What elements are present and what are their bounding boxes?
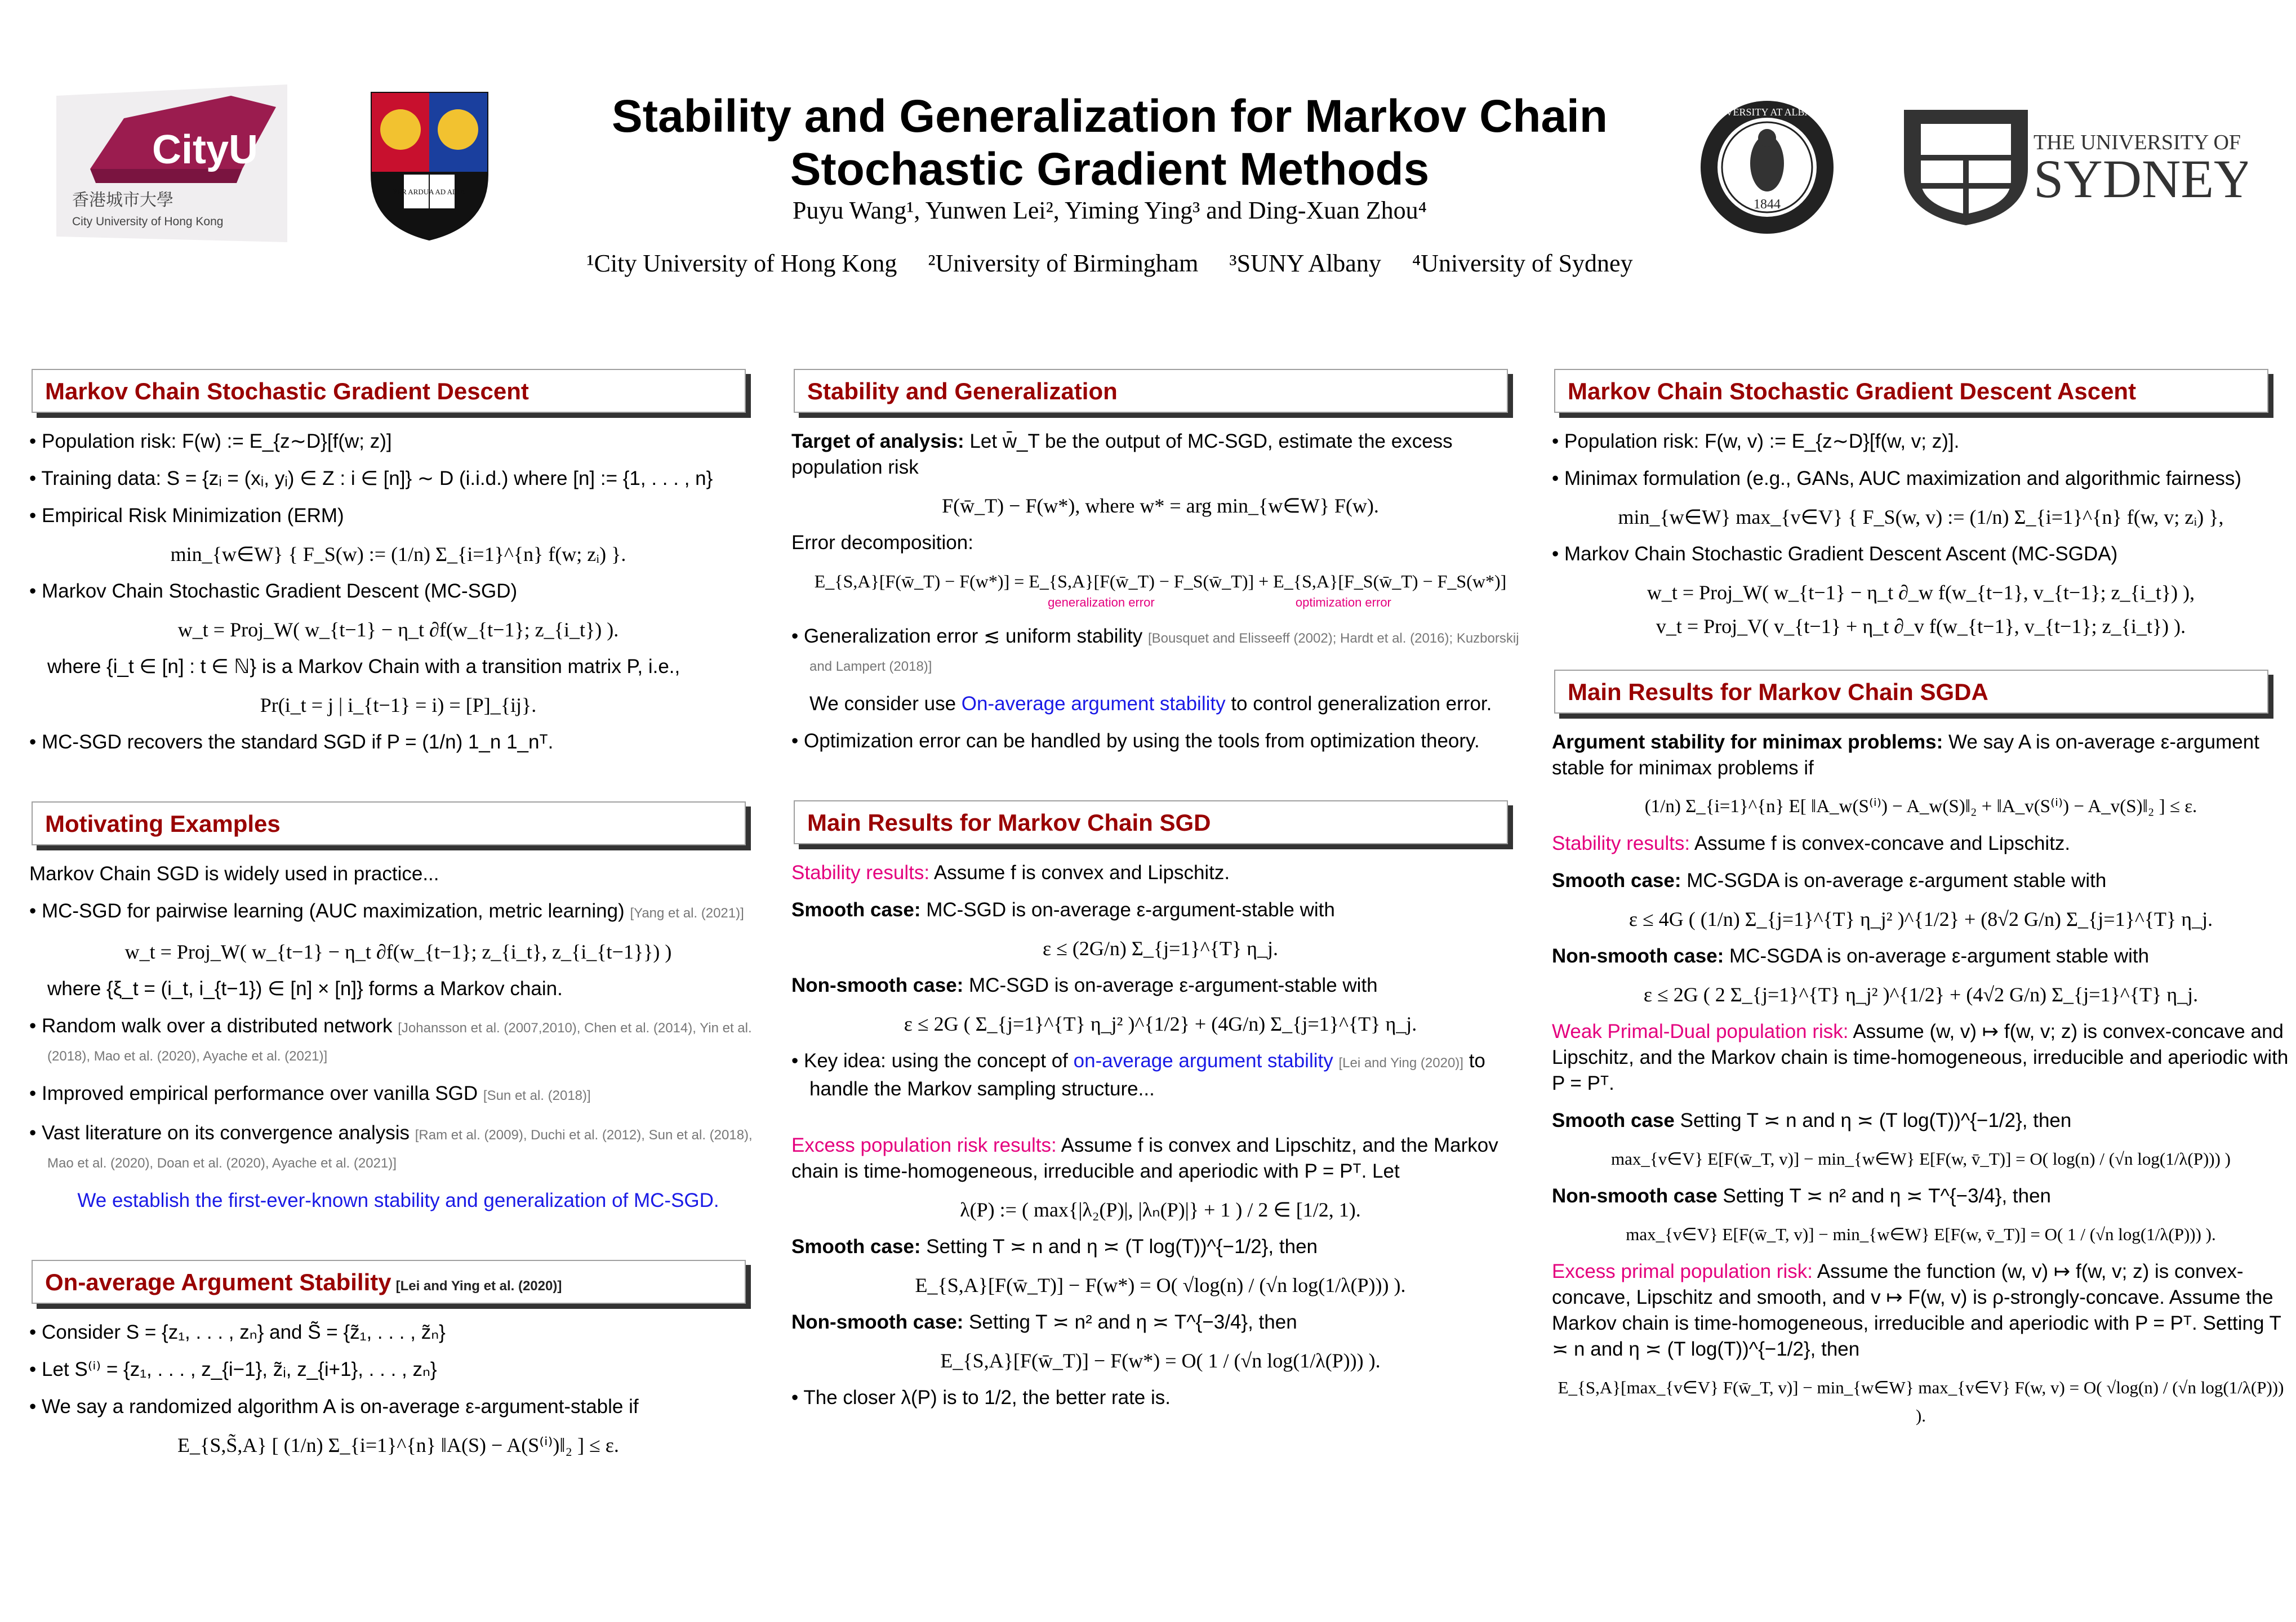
- weak-text: Assume (w, v) ↦ f(w, v; z) is convex-concave and Lipschitz, and the Markov chain is time-homogeneous, irreducible and aperiodic with P = Pᵀ.: [1552, 1021, 2289, 1094]
- minimax-nonsmooth-line: [1552, 943, 2290, 969]
- stab-label: Stability results:: [1552, 832, 1690, 854]
- smooth-text: MC-SGDA is on-average ε-argument stable with: [1687, 870, 2107, 892]
- albany-ring-text: UNIVERSITY AT ALBANY: [1707, 106, 1827, 118]
- section-title: Main Results for Markov Chain SGD: [807, 809, 1211, 836]
- birmingham-crest: [369, 90, 490, 242]
- mcsgd-bullet: • Markov Chain Stochastic Gradient Descent (MC-SGD): [29, 580, 518, 602]
- arg-label: Argument stability for minimax problems:: [1552, 731, 1943, 753]
- weak-pd-risk: [1552, 1019, 2290, 1097]
- nonsmooth-case-line: [791, 973, 1529, 999]
- nonsmooth-text: MC-SGD is on-average ε-argument-stable with: [969, 974, 1378, 996]
- smooth2-text: Setting T ≍ n and η ≍ (T log(T))^{−1/2}, then: [1680, 1109, 2072, 1131]
- smooth-label: Smooth case:: [791, 899, 921, 921]
- cityu-logo-graphic: [56, 84, 287, 242]
- smooth2-label: Smooth case:: [791, 1236, 921, 1258]
- poster-title: [552, 90, 1667, 196]
- smooth-case-line: [791, 897, 1529, 923]
- weak-nonsmooth-line: [1552, 1183, 2290, 1209]
- albany-seal: [1698, 99, 1836, 237]
- nonsmooth2-text: Setting T ≍ n² and η ≍ T^{−3/4}, then: [969, 1311, 1297, 1333]
- target-label: Target of analysis:: [791, 430, 964, 452]
- section-title: Motivating Examples: [45, 810, 281, 837]
- motivating-intro: Markov Chain SGD is widely used in practice...: [29, 863, 439, 885]
- nonsmooth-label: Non-smooth case:: [1552, 945, 1724, 967]
- affiliation-1: ¹City University of Hong Kong: [586, 249, 897, 277]
- section-title: Main Results for Markov Chain SGDA: [1568, 679, 1988, 705]
- weak-label: Weak Primal-Dual population risk:: [1552, 1021, 1849, 1042]
- decomposition-label: Error decomposition:: [791, 532, 973, 554]
- key-post: to handle the Markov sampling structure...: [809, 1050, 1485, 1100]
- citation: [Lei and Ying (2020)]: [1338, 1055, 1463, 1071]
- lambda-definition: λ(P) := ( max{|λ₂(P)|, |λₙ(P)|} + 1 ) / 2 ∈ [1/2, 1).: [960, 1198, 1361, 1221]
- mcsgda-w-update: w_t = Proj_W( w_{t−1} − η_t ∂_w f(w_{t−1}, v_{t−1}; z_{i_t}) ),: [1647, 581, 2195, 604]
- mcsgda-bullet: • Markov Chain Stochastic Gradient Descent Ascent (MC-SGDA): [1552, 543, 2118, 565]
- nonsmooth-case-2-line: [791, 1309, 1529, 1335]
- stability-results-label: Stability results:: [791, 862, 930, 884]
- nonsmooth-excess-rate: E_{S,A}[F(w̄_T)] − F(w*) = O( 1 / (√n log(1/λ(P))) ).: [940, 1349, 1381, 1372]
- minimax-population-risk: • Population risk: F(w, v) := E_{z∼D}[f(w, v; z)].: [1552, 430, 1960, 452]
- column-2: [791, 369, 1529, 1422]
- empirical-bullet: [29, 1081, 767, 1109]
- affiliation-2: ²University of Birmingham: [928, 249, 1199, 277]
- arg-text: We say A is on-average ε-argument stable for minimax problems if: [1552, 731, 2259, 779]
- erm-bullet: • Empirical Risk Minimization (ERM): [29, 505, 344, 527]
- smooth2-text: Setting T ≍ n and η ≍ (T log(T))^{−1/2}, then: [926, 1236, 1318, 1258]
- erm-equation: min_{w∈W} { F_S(w) := (1/n) Σ_{i=1}^{n} f(w; zᵢ) }.: [170, 543, 626, 565]
- citation: [Ram et al. (2009), Duchi et al. (2012), Sun et al. (2018), Mao et al. (2020), Doan et al. (2020), Ayache et al. (2021)]: [47, 1128, 753, 1171]
- weak-smooth-line: [1552, 1108, 2290, 1134]
- bullet-text: • Generalization error ≲ uniform stability: [791, 625, 1143, 647]
- consider-statement: [791, 691, 1529, 717]
- smooth-stability-bound: ε ≤ (2G/n) Σ_{j=1}^{T} η_j.: [1043, 937, 1278, 960]
- sgd-recovery-bullet: • MC-SGD recovers the standard SGD if P = (1/n) 1_n 1_nᵀ.: [29, 731, 554, 753]
- generalization-error-note: generalization error: [1048, 595, 1155, 609]
- mcsgda-v-update: v_t = Proj_V( v_{t−1} + η_t ∂_v f(w_{t−1}, v_{t−1}; z_{i_t}) ).: [1656, 615, 2186, 638]
- bullet-text: • Improved empirical performance over vanilla SGD: [29, 1082, 478, 1104]
- section-header-mcsgd-results: [794, 800, 1508, 844]
- consider-pre: We consider use: [809, 693, 962, 715]
- affiliation-4: ⁴University of Sydney: [1412, 249, 1633, 277]
- decomposition-equation: E_{S,A}[F(w̄_T) − F(w*)] = E_{S,A}[F(w̄_T) − F_S(w̄_T)] + E_{S,A}[F_S(w̄_T) − F_S(w*)]: [814, 571, 1507, 591]
- closer-rate-bullet: • The closer λ(P) is to 1/2, the better rate is.: [791, 1387, 1171, 1409]
- section-header-mcsgda-results: [1554, 670, 2268, 714]
- excess-risk-equation: F(w̄_T) − F(w*), where w* = arg min_{w∈W} F(w).: [942, 494, 1379, 517]
- stability-results-line: [791, 860, 1529, 886]
- smooth-excess-rate: E_{S,A}[F(w̄_T)] − F(w*) = O( √log(n) / (√n log(1/λ(P))) ).: [915, 1274, 1406, 1296]
- stability-link-text: On-average argument stability: [961, 693, 1226, 715]
- title-line-2: Stochastic Gradient Methods: [790, 144, 1430, 195]
- section-header-motivating: [32, 801, 746, 845]
- literature-bullet: [29, 1120, 767, 1177]
- excess-text: Assume f is convex and Lipschitz, and the Markov chain is time-homogeneous, irreducible and aperiodic with P = Pᵀ. Let: [791, 1134, 1498, 1182]
- section-citation: [Lei and Ying et al. (2020)]: [395, 1278, 562, 1294]
- citation: [Johansson et al. (2007,2010), Chen et al. (2014), Yin et al. (2018), Mao et al. (2020), Ayache et al. (2021)]: [47, 1021, 752, 1064]
- minimax-stability-results: [1552, 831, 2290, 857]
- author-list: Puyu Wang¹, Yunwen Lei², Yiming Ying³ and Ding-Xuan Zhou⁴: [792, 197, 1427, 224]
- nonsmooth-text: MC-SGDA is on-average ε-argument stable with: [1729, 945, 2150, 967]
- opt-error-bullet: • Optimization error can be handled by using the tools from optimization theory.: [791, 730, 1480, 752]
- minimax-stability-equation: (1/n) Σ_{i=1}^{n} E[ ‖A_w(S⁽ⁱ⁾) − A_w(S)‖₂ + ‖A_v(S⁽ⁱ⁾) − A_v(S)‖₂ ] ≤ ε.: [1644, 796, 2197, 817]
- excess-primal-rate: E_{S,A}[max_{v∈V} F(w̄_T, v)] − min_{w∈W} max_{v∈V} F(w, v) = O( √log(n) / (√n log(1/λ(P))) ).: [1558, 1378, 2284, 1425]
- excess-label: Excess population risk results:: [791, 1134, 1057, 1156]
- nonsmooth2-label: Non-smooth case:: [791, 1311, 964, 1333]
- minimax-nonsmooth-bound: ε ≤ 2G ( 2 Σ_{j=1}^{T} η_j² )^{1/2} + (4√2 G/n) Σ_{j=1}^{T} η_j.: [1643, 983, 2199, 1006]
- excess-text: Assume the function (w, v) ↦ f(w, v; z) is convex-concave, Lipschitz and smooth, and v ↦ F(w, v) is ρ-strongly-concave. Assume the Markov chain is time-homogeneous, irreducible and aperiodic with P = Pᵀ. Setting T ≍ n and η ≍ (T log(T))^{−1/2}, then: [1552, 1260, 2281, 1360]
- key-pre: • Key idea: using the concept of: [791, 1050, 1074, 1072]
- excess-risk-results: [791, 1133, 1529, 1184]
- bullet-text: • Random walk over a distributed network: [29, 1015, 393, 1037]
- smooth-label: Smooth case:: [1552, 870, 1681, 892]
- albany-seal-graphic: [1698, 99, 1836, 237]
- gen-error-bullet: [791, 623, 1529, 680]
- training-data-bullet: • Training data: S = {zᵢ = (xᵢ, yᵢ) ∈ Z : i ∈ [n]} ∼ D (i.i.d.) where [n] := {1, . . . , n}: [29, 467, 713, 489]
- stability-def-equation: E_{S,S̃,A} [ (1/n) Σ_{i=1}^{n} ‖A(S) − A(S⁽ⁱ⁾)‖₂ ] ≤ ε.: [177, 1434, 619, 1456]
- key-link-text: on-average argument stability: [1073, 1050, 1333, 1072]
- sydney-line-2: SYDNEY: [2034, 149, 2248, 209]
- minimax-smooth-bound: ε ≤ 4G ( (1/n) Σ_{j=1}^{T} η_j² )^{1/2} + (8√2 G/n) Σ_{j=1}^{T} η_j.: [1628, 908, 2213, 930]
- smooth2-label: Smooth case: [1552, 1109, 1675, 1131]
- markov-chain-definition: where {i_t ∈ [n] : t ∈ ℕ} is a Markov Chain with a transition matrix P, i.e.,: [47, 656, 680, 678]
- random-walk-bullet: [29, 1013, 767, 1070]
- title-line-1: Stability and Generalization for Markov Chain: [612, 91, 1608, 142]
- target-of-analysis: [791, 429, 1529, 480]
- contribution-highlight: We establish the first-ever-known stability and generalization of MC-SGD.: [77, 1189, 719, 1211]
- smooth-case-2-line: [791, 1234, 1529, 1260]
- section-title: Markov Chain Stochastic Gradient Descent Ascent: [1568, 378, 2137, 404]
- affiliation-list: [394, 249, 1825, 278]
- nonsmooth-label: Non-smooth case:: [791, 974, 964, 996]
- citation: [Sun et al. (2018)]: [483, 1088, 591, 1103]
- cityu-english-name: City University of Hong Kong: [72, 215, 224, 228]
- pairwise-update-equation: w_t = Proj_W( w_{t−1} − η_t ∂f(w_{t−1}; z_{i_t}, z_{i_{t−1}}) ): [124, 941, 672, 963]
- key-idea-bullet: [791, 1048, 1529, 1102]
- nonsmooth-stability-bound: ε ≤ 2G ( Σ_{j=1}^{T} η_j² )^{1/2} + (4G/n) Σ_{j=1}^{T} η_j.: [904, 1013, 1417, 1035]
- cityu-chinese-name: 香港城市大學: [72, 190, 173, 210]
- minimax-smooth-line: [1552, 868, 2290, 894]
- albany-year: 1844: [1754, 197, 1781, 212]
- minimax-formulation-bullet: • Minimax formulation (e.g., GANs, AUC maximization and algorithmic fairness): [1552, 467, 2242, 489]
- consider-post: to control generalization error.: [1225, 693, 1492, 715]
- excess-primal-risk: [1552, 1259, 2290, 1362]
- crest-motto: PER ARDUA AD ALTA: [393, 188, 466, 196]
- minimax-stability-definition: [1552, 729, 2290, 781]
- stability-def-bullet: • We say a randomized algorithm A is on-average ε-argument-stable if: [29, 1396, 639, 1418]
- section-title: Markov Chain Stochastic Gradient Descent: [45, 378, 529, 404]
- section-header-stability-def: [32, 1260, 746, 1304]
- sydney-logo: [1898, 107, 2248, 228]
- cityu-logo: [56, 84, 287, 242]
- section-title: Stability and Generalization: [807, 378, 1118, 404]
- pairwise-markov-note: where {ξ_t = (i_t, i_{t−1}) ∈ [n] × [n]} forms a Markov chain.: [47, 978, 563, 1000]
- minimax-erm-equation: min_{w∈W} max_{v∈V} { F_S(w, v) := (1/n) Σ_{i=1}^{n} f(w, v; zᵢ) },: [1618, 506, 2224, 528]
- section-header-mcsgda: [1554, 369, 2268, 413]
- nonsmooth2-text: Setting T ≍ n² and η ≍ T^{−3/4}, then: [1723, 1185, 2052, 1207]
- stability-results-text: Assume f is convex and Lipschitz.: [933, 862, 1230, 884]
- pairwise-bullet: [29, 898, 767, 926]
- stab-text: Assume f is convex-concave and Lipschitz.: [1694, 832, 2071, 854]
- affiliation-3: ³SUNY Albany: [1229, 249, 1381, 277]
- column-3: [1552, 369, 2290, 1440]
- perturbed-set-bullet: • Let S⁽ⁱ⁾ = {z₁, . . . , z_{i−1}, z̃ᵢ, z_{i+1}, . . . , zₙ}: [29, 1358, 437, 1380]
- section-title: [45, 1269, 562, 1296]
- nonsmooth2-label: Non-smooth case: [1552, 1185, 1717, 1207]
- smooth-text: MC-SGD is on-average ε-argument-stable with: [926, 899, 1335, 921]
- decomposition-notes: [791, 595, 1529, 610]
- bullet-text: • Vast literature on its convergence analysis: [29, 1122, 410, 1144]
- cityu-logo-text: CityU: [152, 127, 259, 172]
- poster-header: [0, 0, 2296, 315]
- excess-label: Excess primal population risk:: [1552, 1260, 1813, 1282]
- section-header-mcsgd: [32, 369, 746, 413]
- bullet-text: • MC-SGD for pairwise learning (AUC maximization, metric learning): [29, 900, 625, 922]
- citation: [Yang et al. (2021)]: [630, 906, 744, 921]
- section-header-stab-gen: [794, 369, 1508, 413]
- crest-graphic: [369, 90, 490, 242]
- citation: [Bousquet and Elisseeff (2002); Hardt et al. (2016); Kuzborskij and Lampert (2018)]: [809, 631, 1519, 674]
- transition-equation: Pr(i_t = j | i_{t−1} = i) = [P]_{ij}.: [260, 694, 537, 716]
- sydney-line-1: THE UNIVERSITY OF: [2034, 131, 2241, 154]
- mcsgd-update-equation: w_t = Proj_W( w_{t−1} − η_t ∂f(w_{t−1}; z_{i_t}) ).: [177, 618, 619, 641]
- section-title-text: On-average Argument Stability: [45, 1269, 391, 1295]
- weak-smooth-rate: max_{v∈V} E[F(w̄_T, v)] − min_{w∈W} E[F(w, v̄_T)] = O( log(n) / (√n log(1/λ(P))) ): [1610, 1149, 2231, 1169]
- weak-nonsmooth-rate: max_{v∈V} E[F(w̄_T, v)] − min_{w∈W} E[F(w, v̄_T)] = O( 1 / (√n log(1/λ(P))) ).: [1626, 1224, 2216, 1244]
- target-text: Let w̄_T be the output of MC-SGD, estimate the excess population risk: [791, 430, 1453, 478]
- consider-bullet: • Consider S = {z₁, . . . , zₙ} and S̃ = {z̃₁, . . . , z̃ₙ}: [29, 1321, 446, 1343]
- column-1: [29, 369, 767, 1469]
- population-risk-bullet: • Population risk: F(w) := E_{z∼D}[f(w; z)]: [29, 430, 392, 452]
- optimization-error-note: optimization error: [1295, 595, 1391, 609]
- sydney-logo-graphic: [1898, 107, 2248, 228]
